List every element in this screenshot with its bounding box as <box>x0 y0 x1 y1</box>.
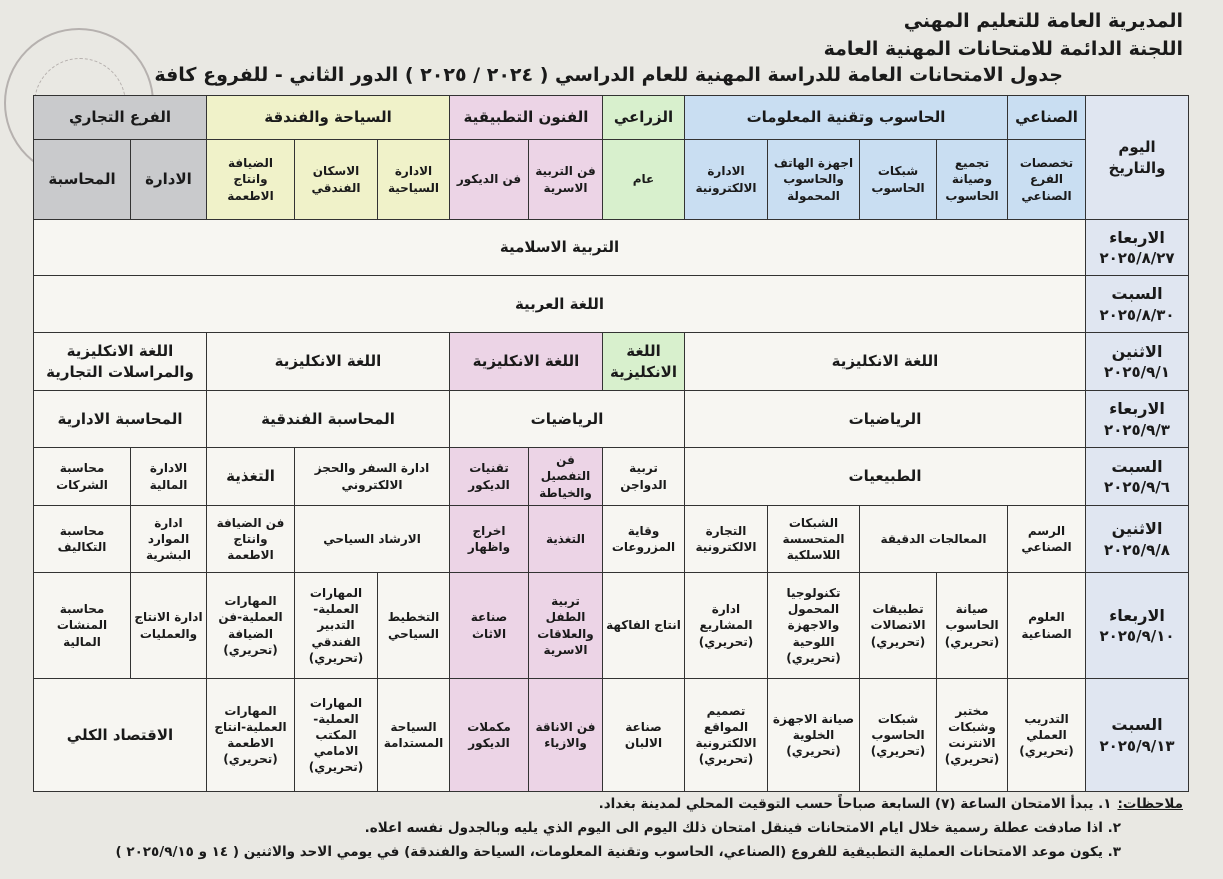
spec-com-accounting: المحاسبة <box>34 140 131 220</box>
exam-english-ind-it: اللغة الانكليزية <box>685 333 1086 391</box>
spec-arts-decor: فن الديكور <box>450 140 529 220</box>
exam-hotel-management: المهارات العملية- التدبير الفندقي (تحريري) <box>295 573 378 679</box>
spec-tour-housing: الاسكان الفندقي <box>295 140 378 220</box>
exam-islamic: التربية الاسلامية <box>34 220 1086 276</box>
exam-ecommerce: التجارة الالكترونية <box>685 506 768 573</box>
exam-computer-networks: شبكات الحاسوب (تحريري) <box>860 679 937 792</box>
note-3: ٣. يكون موعد الامتحانات العملية التطبيقية للفروع (الصناعي، الحاسوب وتقنية المعلومات، السياحة والفندقة) في يومي الاحد والاثنين ( ١٤ و ٢٠٢٥/٩/١٥ ) <box>115 844 1121 860</box>
exam-cellular-maintenance: صيانة الاجهزة الخلوية (تحريري) <box>768 679 860 792</box>
exam-industrial-science: العلوم الصناعية <box>1008 573 1086 679</box>
exam-arts-nutrition: التغذية <box>529 506 603 573</box>
spec-com-admin: الادارة <box>131 140 207 220</box>
exam-company-accounting: محاسبة الشركات <box>34 448 131 506</box>
branch-industrial: الصناعي <box>1008 96 1086 140</box>
exam-nutrition: التغذية <box>207 448 295 506</box>
note-1: ملاحظات:١. يبدأ الامتحان الساعة (٧) السابعة صباحاً حسب التوقيت المحلي لمدينة بغداد. <box>598 796 1183 812</box>
exam-english-agri: اللغة الانكليزية <box>603 333 685 391</box>
exam-admin-accounting: المحاسبة الادارية <box>34 391 207 448</box>
exam-tour-guidance: الارشاد السياحي <box>295 506 450 573</box>
day-cell: الاثنين ٢٠٢٥/٩/٨ <box>1086 506 1189 573</box>
exam-hospitality-art: فن الضيافة وانتاج الاطعمة <box>207 506 295 573</box>
exam-microprocessors: المعالجات الدقيقة <box>860 506 1008 573</box>
spec-arts-family: فن التربية الاسرية <box>529 140 603 220</box>
exam-mobile-tech: تكنولوجيا المحمول والاجهزة اللوحية (تحريري) <box>768 573 860 679</box>
exam-internet-lab: مختبر وشبكات الانترنت (تحريري) <box>937 679 1008 792</box>
exam-sustainable-tourism: السياحة المستدامة <box>378 679 450 792</box>
exam-tailoring: فن التفصيل والخياطة <box>529 448 603 506</box>
exam-hotel-accounting: المحاسبة الفندقية <box>207 391 450 448</box>
exam-fashion: فن الاناقة والازياء <box>529 679 603 792</box>
exam-industrial-drawing: الرسم الصناعي <box>1008 506 1086 573</box>
day-cell: السبت ٢٠٢٥/٩/٦ <box>1086 448 1189 506</box>
spec-it-eadmin: الادارة الالكترونية <box>685 140 768 220</box>
exam-hospitality-skills: المهارات العملية-فن الضيافة (تحريري) <box>207 573 295 679</box>
branch-agri: الزراعي <box>603 96 685 140</box>
exam-math-ind-it: الرياضيات <box>685 391 1086 448</box>
exam-telecom-apps: تطبيقات الاتصالات (تحريري) <box>860 573 937 679</box>
exam-tour-planning: التخطيط السياحي <box>378 573 450 679</box>
exam-operations-mgmt: ادارة الانتاج والعمليات <box>131 573 207 679</box>
branch-commerce: الفرع التجاري <box>34 96 207 140</box>
exam-decor-accessories: مكملات الديكور <box>450 679 529 792</box>
exam-dairy: صناعة الالبان <box>603 679 685 792</box>
exam-schedule-table <box>33 95 1189 792</box>
spec-tour-hospitality: الضيافة وانتاج الاطعمة <box>207 140 295 220</box>
exam-furniture: صناعة الاثاث <box>450 573 529 679</box>
spec-it-assembly: تجميع وصيانة الحاسوب <box>937 140 1008 220</box>
day-cell: الاربعاء ٢٠٢٥/٨/٢٧ <box>1086 220 1189 276</box>
spec-agri: عام <box>603 140 685 220</box>
exam-project-mgmt: ادارة المشاريع (تحريري) <box>685 573 768 679</box>
day-cell: الاربعاء ٢٠٢٥/٩/٣ <box>1086 391 1189 448</box>
exam-display: اخراج واظهار <box>450 506 529 573</box>
exam-travel-booking: ادارة السفر والحجز الالكتروني <box>295 448 450 506</box>
spec-it-mobile: اجهزة الهاتف والحاسوب المحمولة <box>768 140 860 220</box>
day-cell: السبت ٢٠٢٥/٨/٣٠ <box>1086 276 1189 333</box>
note-2: ٢. اذا صادفت عطلة رسمية خلال ايام الامتحانات فينقل امتحان ذلك اليوم الى اليوم الذي يليه وبالجدول نفسه اعلاه. <box>364 820 1121 836</box>
exam-hr: ادارة الموارد البشرية <box>131 506 207 573</box>
day-cell: الاثنين ٢٠٢٥/٩/١ <box>1086 333 1189 391</box>
spec-industrial: تخصصات الفرع الصناعي <box>1008 140 1086 220</box>
exam-child-rearing: تربية الطفل والعلاقات الاسرية <box>529 573 603 679</box>
exam-english-tour: اللغة الانكليزية <box>207 333 450 391</box>
exam-arabic: اللغة العربية <box>34 276 1086 333</box>
exam-poultry: تربية الدواجن <box>603 448 685 506</box>
exam-food-production: المهارات العملية-انتاج الاطعمة (تحريري) <box>207 679 295 792</box>
exam-english-arts: اللغة الانكليزية <box>450 333 603 391</box>
exam-cost-accounting: محاسبة التكاليف <box>34 506 131 573</box>
exam-fruit-production: انتاج الفاكهة <box>603 573 685 679</box>
branch-it: الحاسوب وتقنية المعلومات <box>685 96 1008 140</box>
day-cell: السبت ٢٠٢٥/٩/١٣ <box>1086 679 1189 792</box>
exam-wireless-sensor: الشبكات المتحسسة اللاسلكية <box>768 506 860 573</box>
exam-crop-protection: وقاية المزروعات <box>603 506 685 573</box>
exam-financial-admin: الادارة المالية <box>131 448 207 506</box>
day-cell: الاربعاء ٢٠٢٥/٩/١٠ <box>1086 573 1189 679</box>
exam-physics: الطبيعيات <box>685 448 1086 506</box>
exam-pc-maintenance: صيانة الحاسوب (تحريري) <box>937 573 1008 679</box>
exam-math-agri-arts: الرياضيات <box>450 391 685 448</box>
spec-it-networks: شبكات الحاسوب <box>860 140 937 220</box>
exam-english-com: اللغة الانكليزية والمراسلات التجارية <box>34 333 207 391</box>
exam-web-design: تصميم المواقع الالكترونية (تحريري) <box>685 679 768 792</box>
exam-front-office: المهارات العملية- المكتب الامامي (تحريري) <box>295 679 378 792</box>
exam-practical-training: التدريب العملي (تحريري) <box>1008 679 1086 792</box>
notes-label: ملاحظات: <box>1117 796 1183 812</box>
schedule-title: جدول الامتحانات العامة للدراسة المهنية للعام الدراسي ( ٢٠٢٤ / ٢٠٢٥ ) الدور الثاني - للفروع كافة <box>154 64 1063 86</box>
committee-title: اللجنة الدائمة للامتحانات المهنية العامة <box>823 38 1183 60</box>
exam-financial-institutions: محاسبة المنشات المالية <box>34 573 131 679</box>
notes <box>115 796 1183 868</box>
exam-decor-tech: تقنيات الديكور <box>450 448 529 506</box>
branch-arts: الفنون التطبيقية <box>450 96 603 140</box>
directorate-title: المديرية العامة للتعليم المهني <box>903 10 1183 32</box>
exam-macroeconomics: الاقتصاد الكلي <box>34 679 207 792</box>
branch-tourism: السياحة والفندقة <box>207 96 450 140</box>
day-date-header: اليوم والتاريخ <box>1086 96 1189 220</box>
spec-tour-admin: الادارة السياحية <box>378 140 450 220</box>
